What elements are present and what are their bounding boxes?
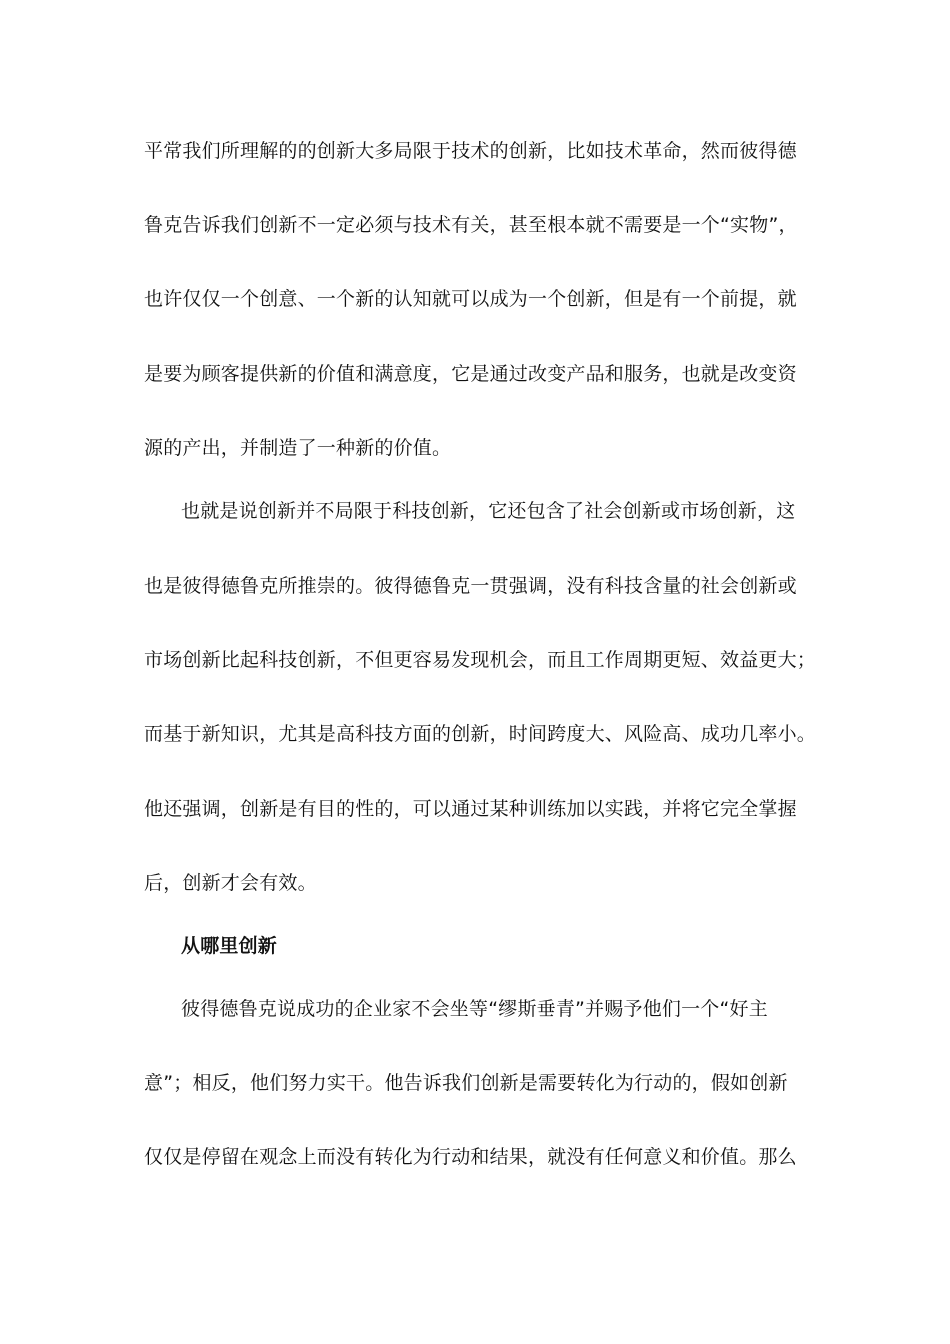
paragraph-3-line-2: 意”；相反，他们努力实干。他告诉我们创新是需要转化为行动的，假如创新	[144, 1072, 788, 1094]
paragraph-1-line-3: 也许仅仅一个创意、一个新的认知就可以成为一个创新，但是有一个前提，就	[144, 288, 797, 310]
paragraph-2-line-4: 而基于新知识，尤其是高科技方面的创新，时间跨度大、风险高、成功几率小。	[144, 723, 817, 745]
paragraph-3-line-1: 彼得德鲁克说成功的企业家不会坐等“缪斯垂青”并赐予他们一个“好主	[181, 998, 768, 1020]
section-heading: 从哪里创新	[181, 935, 278, 957]
paragraph-1-line-1: 平常我们所理解的的创新大多局限于技术的创新，比如技术革命，然而彼得德	[144, 140, 797, 162]
paragraph-1-line-2: 鲁克告诉我们创新不一定必须与技术有关，甚至根本就不需要是一个“实物”，	[144, 214, 798, 236]
paragraph-2-line-6: 后，创新才会有效。	[144, 872, 317, 894]
paragraph-1-line-4: 是要为顾客提供新的价值和满意度，它是通过改变产品和服务，也就是改变资	[144, 363, 797, 385]
paragraph-3-line-3: 仅仅是停留在观念上而没有转化为行动和结果，就没有任何意义和价值。那么	[144, 1146, 797, 1168]
paragraph-1-line-5: 源的产出，并制造了一种新的价值。	[144, 437, 452, 459]
paragraph-2-line-5: 他还强调，创新是有目的性的，可以通过某种训练加以实践，并将它完全掌握	[144, 798, 797, 820]
paragraph-2-line-1: 也就是说创新并不局限于科技创新，它还包含了社会创新或市场创新，这	[181, 500, 796, 522]
paragraph-2-line-2: 也是彼得德鲁克所推崇的。彼得德鲁克一贯强调，没有科技含量的社会创新或	[144, 575, 797, 597]
paragraph-2-line-3: 市场创新比起科技创新，不但更容易发现机会，而且工作周期更短、效益更大；	[144, 649, 817, 671]
